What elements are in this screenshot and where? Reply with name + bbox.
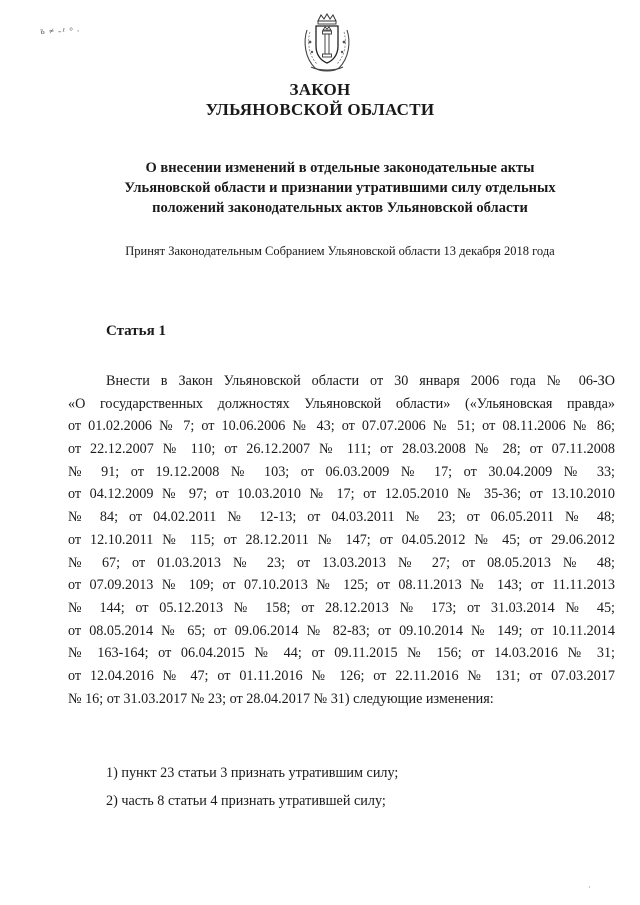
body-line: от 07.09.2013 № 109; от 07.10.2013 № 125; от 08.11.2013 № 143; от 11.11.2013 [68, 577, 615, 594]
page-footer-mark: · [588, 883, 591, 892]
law-title-line2: УЛЬЯНОВСКОЙ ОБЛАСТИ [205, 100, 435, 119]
body-line: № 163-164; от 06.04.2015 № 44; от 09.11.2015 № 156; от 14.03.2016 № 31; [68, 645, 615, 662]
body-line: от 01.02.2006 № 7; от 10.06.2006 № 43; от 07.07.2006 № 51; от 08.11.2006 № 86; [68, 418, 615, 435]
heading-line: положений законодательных актов Ульяновской области [152, 200, 528, 216]
body-line: № 91; от 19.12.2008 № 103; от 06.03.2009 № 17; от 30.04.2009 № 33; [68, 463, 615, 480]
body-line: от 12.04.2016 № 47; от 01.11.2016 № 126; от 22.11.2016 № 131; от 07.03.2017 [68, 667, 615, 684]
body-line: № 144; от 05.12.2013 № 158; от 28.12.2013 № 173; от 31.03.2014 № 45; [68, 599, 615, 616]
body-line: от 04.12.2009 № 97; от 10.03.2010 № 17; от 12.05.2010 № 35-36; от 13.10.2010 [68, 486, 615, 503]
document-heading [60, 158, 620, 218]
body-line: от 22.12.2007 № 110; от 26.12.2007 № 111; от 28.03.2008 № 28; от 07.11.2008 [68, 441, 615, 458]
article-body [68, 370, 615, 710]
adoption-statement: Принят Законодательным Собранием Ульяновской области 13 декабря 2018 года [125, 244, 555, 258]
heading-line: О внесении изменений в отдельные законодательные акты [145, 160, 535, 176]
article-heading: Статья 1 [106, 323, 166, 339]
body-line: № 67; от 01.03.2013 № 23; от 13.03.2013 № 27; от 08.05.2013 № 48; [68, 554, 615, 571]
body-line: от 08.05.2014 № 65; от 09.06.2014 № 82-83; от 09.10.2014 № 149; от 10.11.2014 [68, 622, 615, 639]
body-line: Внести в Закон Ульяновской области от 30 января 2006 года № 06-ЗО [106, 373, 615, 389]
body-line: от 12.10.2011 № 115; от 28.12.2011 № 147; от 04.05.2012 № 45; от 29.06.2012 [68, 531, 615, 548]
law-title-line1: ЗАКОН [289, 80, 351, 99]
list-item: 1) пункт 23 статьи 3 признать утратившим силу; [106, 765, 399, 781]
heading-line: Ульяновской области и признании утратившими силу отдельных [124, 180, 556, 196]
coat-of-arms-icon [301, 12, 353, 74]
body-line: № 84; от 04.02.2011 № 12-13; от 04.03.2011 № 23; от 06.05.2011 № 48; [68, 509, 615, 526]
body-line: № 16; от 31.03.2017 № 23; от 28.04.2017 № 31) следующие изменения: [68, 690, 494, 707]
list-item: 2) часть 8 статьи 4 признать утратившей силу; [106, 793, 386, 809]
body-line: «О государственных должностях Ульяновской области» («Ульяновская правда» [68, 395, 615, 412]
handwritten-corner-mark: ъ ≠ -¹ ° · [40, 26, 81, 36]
